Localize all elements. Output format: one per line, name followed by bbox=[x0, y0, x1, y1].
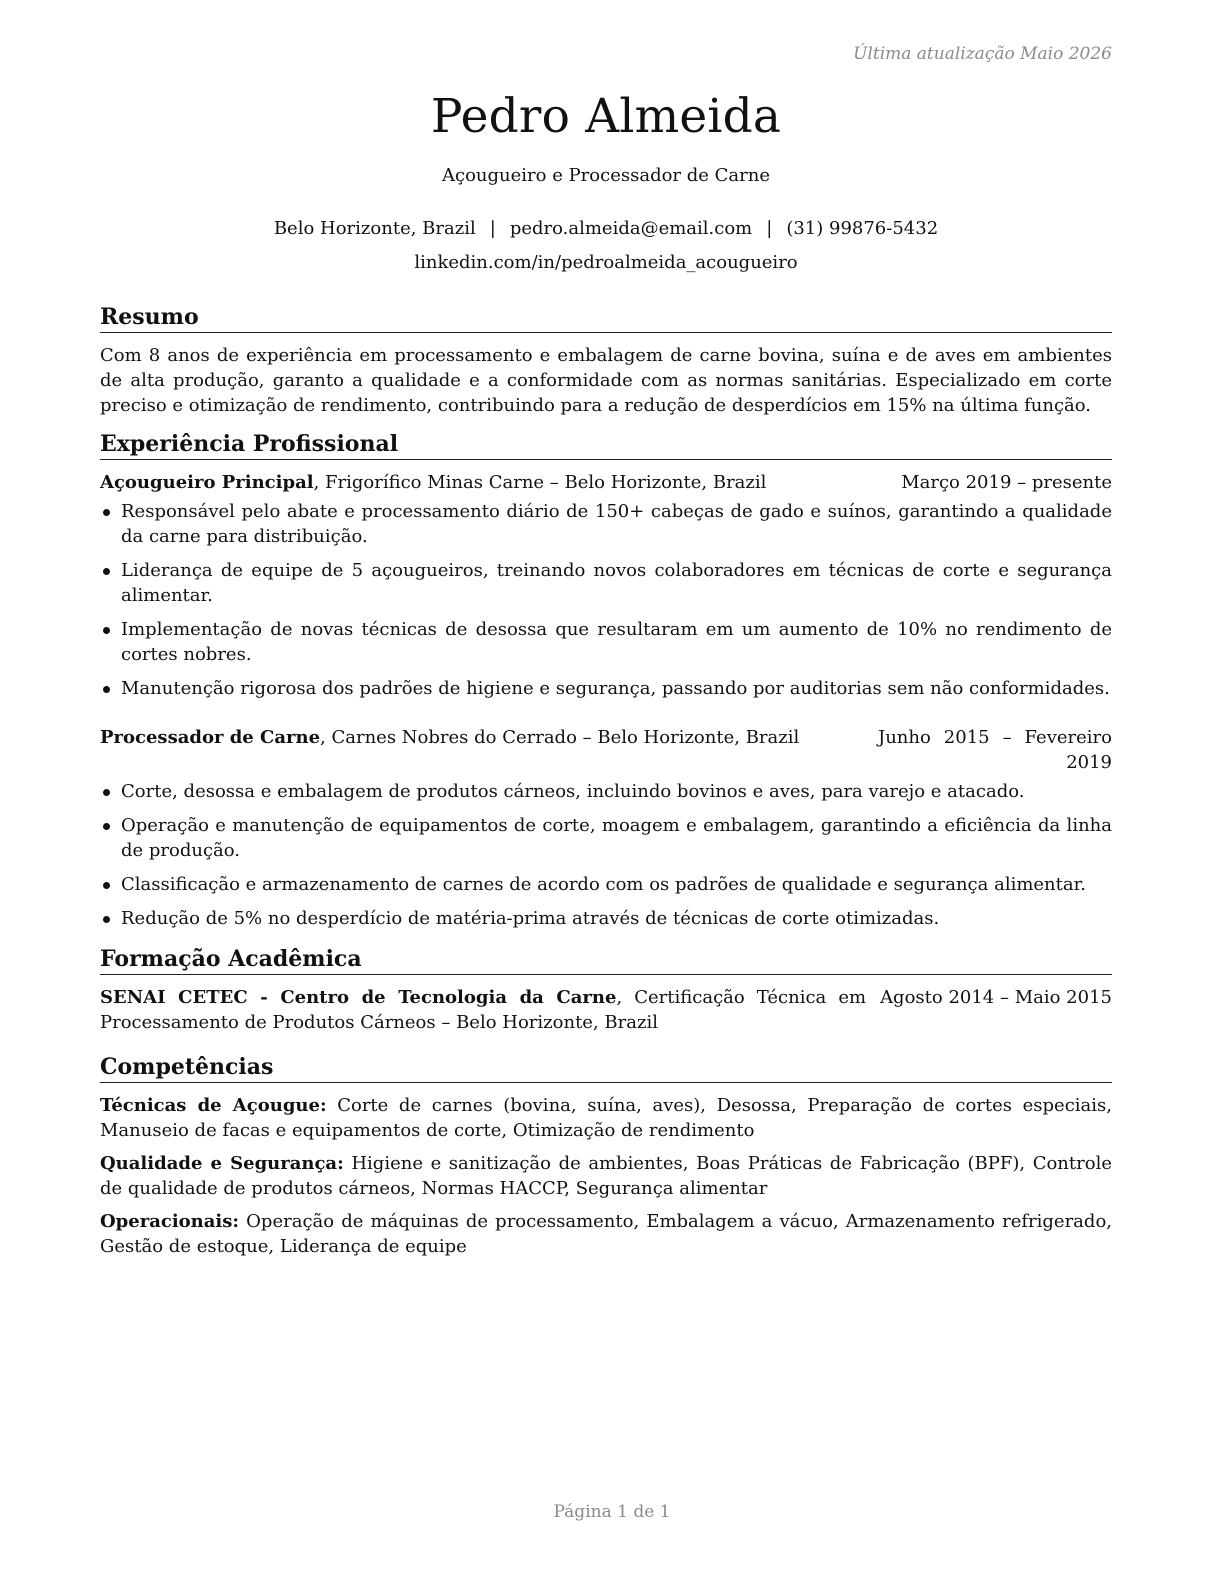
experience-section bbox=[100, 430, 1112, 931]
job-company: , Frigorífico Minas Carne – Belo Horizonte, Brazil bbox=[313, 472, 767, 493]
skill-label: Operacionais: bbox=[100, 1211, 240, 1232]
contact-line bbox=[100, 216, 1112, 242]
job-bullets bbox=[100, 779, 1112, 931]
job-role: Açougueiro Principal bbox=[100, 472, 314, 493]
section-title-summary: Resumo bbox=[100, 303, 1112, 333]
last-updated: Última atualização Maio 2026 bbox=[853, 44, 1112, 64]
candidate-name: Pedro Almeida bbox=[430, 89, 782, 144]
list-item: Operação e manutenção de equipamentos de corte, moagem e embalagem, garantindo a eficiência da linha de produção. bbox=[100, 813, 1112, 863]
summary-text: Com 8 anos de experiência em processamento e embalagem de carne bovina, suína e de aves em ambientes de alta produção, garanto a qualidade e a conformidade com as normas sanitárias. Especializado em corte preciso e otimização de rendimento, contribuindo para a redução de desperdícios em 15% na última função. bbox=[100, 345, 1112, 416]
skill-label: Qualidade e Segurança: bbox=[100, 1153, 344, 1174]
contact-separator: | bbox=[766, 218, 773, 239]
section-title-experience: Experiência Profissional bbox=[100, 430, 1112, 460]
education-entry bbox=[100, 985, 1112, 1035]
list-item: Redução de 5% no desperdício de matéria-prima através de técnicas de corte otimizadas. bbox=[100, 906, 1112, 931]
skill-group bbox=[100, 1151, 1112, 1201]
list-item: Liderança de equipe de 5 açougueiros, treinando novos colaboradores em técnicas de corte e segurança alimentar. bbox=[100, 558, 1112, 608]
job-bullets bbox=[100, 499, 1112, 701]
job-header bbox=[100, 725, 1112, 775]
skill-group bbox=[100, 1209, 1112, 1259]
list-item: Classificação e armazenamento de carnes de acordo com os padrões de qualidade e segurança alimentar. bbox=[100, 872, 1112, 897]
skill-text: Operação de máquinas de processamento, Embalagem a vácuo, Armazenamento refrigerado, Gestão de estoque, Liderança de equipe bbox=[100, 1211, 1112, 1257]
skill-group bbox=[100, 1093, 1112, 1143]
contact-email[interactable]: pedro.almeida@email.com bbox=[509, 218, 753, 239]
list-item: Corte, desossa e embalagem de produtos cárneos, incluindo bovinos e aves, para varejo e atacado. bbox=[100, 779, 1112, 804]
job-entry bbox=[100, 725, 1112, 931]
resume-header bbox=[100, 86, 1112, 276]
section-title-skills: Competências bbox=[100, 1053, 1112, 1083]
contact-separator: | bbox=[489, 218, 496, 239]
page-number: Página 1 de 1 bbox=[553, 1502, 671, 1522]
resume-body bbox=[100, 303, 1112, 1271]
skill-label: Técnicas de Açougue: bbox=[100, 1095, 327, 1116]
section-title-education: Formação Acadêmica bbox=[100, 945, 1112, 975]
list-item: Manutenção rigorosa dos padrões de higiene e segurança, passando por auditorias sem não conformidades. bbox=[100, 676, 1112, 701]
job-company: , Carnes Nobres do Cerrado – Belo Horizonte, Brazil bbox=[320, 727, 800, 748]
contact-linkedin[interactable]: linkedin.com/in/pedroalmeida_acougueiro bbox=[414, 252, 798, 273]
job-role: Processador de Carne bbox=[100, 727, 321, 748]
job-header bbox=[100, 470, 1112, 495]
education-dates: Agosto 2014 – Maio 2015 bbox=[880, 987, 1112, 1008]
job-dates: Junho 2015 – Fevereiro 2019 bbox=[878, 727, 1112, 773]
list-item: Responsável pelo abate e processamento diário de 150+ cabeças de gado e suínos, garantindo a qualidade da carne para distribuição. bbox=[100, 499, 1112, 549]
contact-location: Belo Horizonte, Brazil bbox=[273, 218, 476, 239]
job-dates: Março 2019 – presente bbox=[901, 472, 1112, 493]
contact-phone[interactable]: (31) 99876-5432 bbox=[786, 218, 939, 239]
education-institution: SENAI CETEC - Centro de Tecnologia da Carne bbox=[100, 987, 617, 1008]
skill-text: Corte de carnes (bovina, suína, aves), Desossa, Preparação de cortes especiais, Manuseio de facas e equipamentos de corte, Otimização de rendimento bbox=[100, 1095, 1112, 1141]
education-section bbox=[100, 945, 1112, 1035]
job-title: Açougueiro e Processador de Carne bbox=[442, 165, 770, 186]
job-entry bbox=[100, 470, 1112, 701]
list-item: Implementação de novas técnicas de desossa que resultaram em um aumento de 10% no rendimento de cortes nobres. bbox=[100, 617, 1112, 667]
summary-section bbox=[100, 303, 1112, 418]
education-details: , Certificação Técnica em Processamento de Produtos Cárneos – Belo Horizonte, Brazil bbox=[100, 987, 867, 1033]
skills-section bbox=[100, 1053, 1112, 1259]
skill-text: Higiene e sanitização de ambientes, Boas Práticas de Fabricação (BPF), Controle de qualidade de produtos cárneos, Normas HACCP, Segurança alimentar bbox=[100, 1153, 1112, 1199]
